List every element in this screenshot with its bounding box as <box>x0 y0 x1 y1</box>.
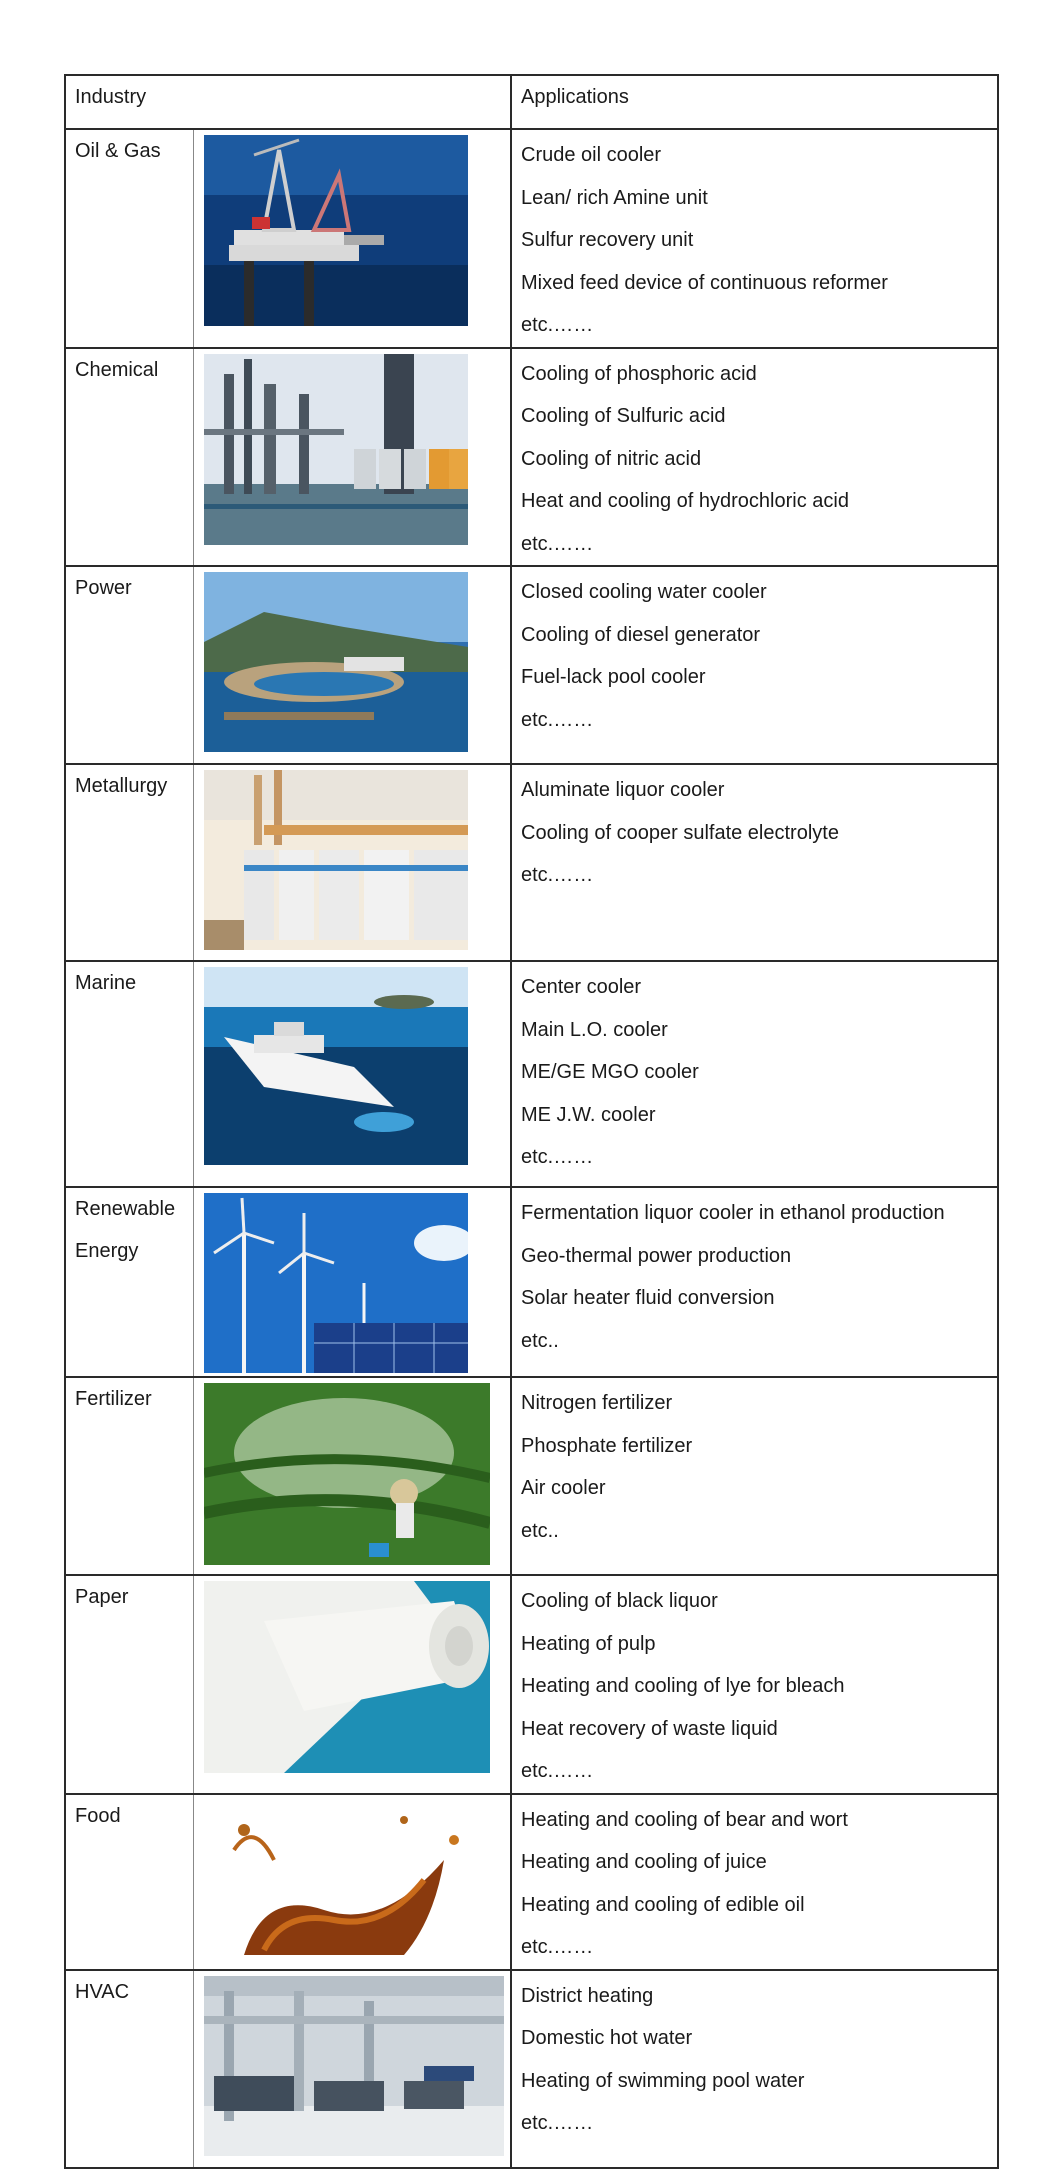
application-item: etc.…… <box>521 314 594 336</box>
industry-photo-cell <box>193 1377 511 1575</box>
application-item: Cooling of phosphoric acid <box>521 362 757 385</box>
application-item: etc.…… <box>521 708 594 731</box>
power-plant-coast-photo <box>204 572 468 752</box>
table-row-oil-gas <box>65 129 998 348</box>
industry-name <box>65 1187 193 1377</box>
industry-name-line: Renewable <box>75 1198 176 1220</box>
application-item: Air cooler <box>521 1477 606 1499</box>
application-item: ME J.W. cooler <box>521 1103 656 1126</box>
application-item: Lean/ rich Amine unit <box>521 186 708 209</box>
table-header-row <box>65 75 998 129</box>
industry-applications-table-wrapper <box>64 74 997 2169</box>
metallurgy-plant-photo <box>204 770 468 950</box>
hvac-pump-room-photo <box>204 1976 504 2156</box>
industry-photo-cell <box>193 348 511 567</box>
chemical-plant-photo <box>204 354 468 545</box>
ship-photo <box>204 967 468 1165</box>
application-item: etc.. <box>521 1519 559 1542</box>
application-item: Fermentation liquor cooler in ethanol production <box>521 1202 945 1224</box>
application-item: ME/GE MGO cooler <box>521 1061 699 1083</box>
paper-roll-photo <box>204 1581 490 1773</box>
table-row-marine <box>65 961 998 1187</box>
applications-cell <box>511 566 998 764</box>
tea-field-photo <box>204 1383 490 1565</box>
application-item: etc.. <box>521 1329 559 1352</box>
application-item: Fuel-lack pool cooler <box>521 666 706 688</box>
industry-name: Food <box>65 1794 193 1970</box>
industry-name: Metallurgy <box>65 764 193 961</box>
application-item: Center cooler <box>521 976 642 998</box>
application-item: Heating of pulp <box>521 1632 656 1655</box>
application-item: Heat and cooling of hydrochloric acid <box>521 490 849 512</box>
application-item: Nitrogen fertilizer <box>521 1392 673 1414</box>
applications-cell <box>511 1970 998 2168</box>
industry-photo-cell <box>193 129 511 348</box>
application-item: Heating and cooling of juice <box>521 1851 767 1873</box>
industry-photo-cell <box>193 566 511 764</box>
application-item: etc.…… <box>521 2112 594 2134</box>
application-item: Solar heater fluid conversion <box>521 1287 775 1309</box>
table-row-renewable-energy <box>65 1187 998 1377</box>
table-row-fertilizer <box>65 1377 998 1575</box>
table-row-hvac <box>65 1970 998 2168</box>
applications-cell <box>511 1575 998 1794</box>
applications-cell <box>511 1187 998 1377</box>
application-item: Heating and cooling of lye for bleach <box>521 1675 845 1697</box>
application-item: Heating and cooling of bear and wort <box>521 1808 848 1831</box>
oil-rig-photo <box>204 135 468 326</box>
application-item: Heating and cooling of edible oil <box>521 1893 805 1916</box>
application-item: Domestic hot water <box>521 2027 693 2049</box>
application-item: Geo-thermal power production <box>521 1244 792 1267</box>
industry-column-header: Industry <box>65 75 511 129</box>
application-item: Main L.O. cooler <box>521 1018 668 1041</box>
table-row-food <box>65 1794 998 1970</box>
industry-applications-table <box>64 74 999 2169</box>
industry-photo-cell <box>193 1970 511 2168</box>
application-item: etc.…… <box>521 864 594 886</box>
applications-cell <box>511 764 998 961</box>
industry-name: Paper <box>65 1575 193 1794</box>
applications-cell <box>511 1794 998 1970</box>
industry-photo-cell <box>193 1575 511 1794</box>
application-item: etc.…… <box>521 532 594 555</box>
application-item: etc.…… <box>521 1760 594 1782</box>
application-item: Aluminate liquor cooler <box>521 779 725 801</box>
industry-name: Chemical <box>65 348 193 567</box>
application-item: Cooling of diesel generator <box>521 623 761 646</box>
applications-column-header: Applications <box>511 75 998 129</box>
application-item: etc.…… <box>521 1936 594 1958</box>
application-item: Cooling of nitric acid <box>521 447 702 470</box>
application-item: District heating <box>521 1984 654 2007</box>
industry-name: HVAC <box>65 1970 193 2168</box>
industry-photo-cell <box>193 961 511 1187</box>
industry-name: Power <box>65 566 193 764</box>
application-item: Cooling of black liquor <box>521 1590 718 1612</box>
industry-name: Marine <box>65 961 193 1187</box>
application-item: etc.…… <box>521 1146 594 1168</box>
applications-cell <box>511 348 998 567</box>
application-item: Heat recovery of waste liquid <box>521 1717 778 1740</box>
applications-cell <box>511 961 998 1187</box>
application-item: Cooling of cooper sulfate electrolyte <box>521 821 839 844</box>
industry-photo-cell <box>193 764 511 961</box>
application-item: Crude oil cooler <box>521 144 662 166</box>
table-row-power <box>65 566 998 764</box>
application-item: Heating of swimming pool water <box>521 2069 805 2092</box>
table-row-metallurgy <box>65 764 998 961</box>
application-item: Sulfur recovery unit <box>521 229 694 251</box>
application-item: Cooling of Sulfuric acid <box>521 405 726 427</box>
wind-solar-photo <box>204 1193 468 1373</box>
table-row-paper <box>65 1575 998 1794</box>
application-item: Phosphate fertilizer <box>521 1434 693 1457</box>
applications-cell <box>511 1377 998 1575</box>
table-row-chemical <box>65 348 998 567</box>
industry-name-line: Energy <box>75 1240 139 1262</box>
industry-name: Oil & Gas <box>65 129 193 348</box>
industry-photo-cell <box>193 1794 511 1970</box>
application-item: Mixed feed device of continuous reformer <box>521 271 888 294</box>
oil-splash-photo <box>204 1800 490 1955</box>
industry-name: Fertilizer <box>65 1377 193 1575</box>
applications-cell <box>511 129 998 348</box>
application-item: Closed cooling water cooler <box>521 581 767 603</box>
industry-photo-cell <box>193 1187 511 1377</box>
